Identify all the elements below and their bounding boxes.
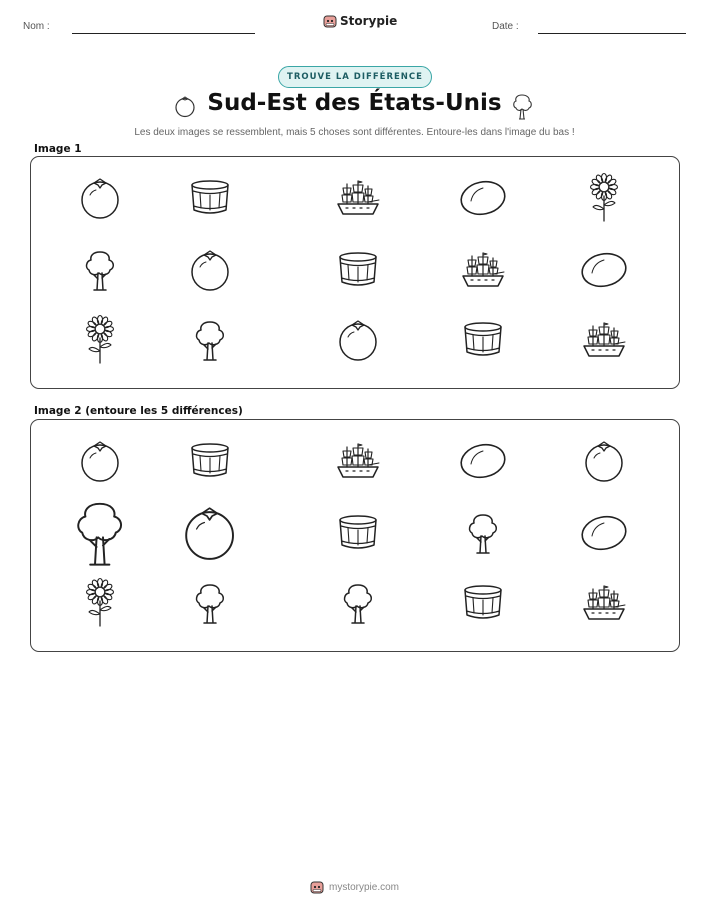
sunflower-icon[interactable] (61, 570, 139, 636)
storypie-mascot-icon (323, 14, 337, 28)
tree-icon (510, 92, 534, 124)
sunflower-icon (61, 307, 139, 373)
sunflower-icon (565, 165, 643, 231)
peanut-icon[interactable] (444, 428, 522, 494)
drum-icon[interactable] (171, 428, 249, 494)
brand-name: Storypie (340, 14, 398, 28)
orange-icon (319, 307, 397, 373)
storypie-mascot-icon (310, 880, 324, 894)
drum-icon[interactable] (319, 500, 397, 566)
ship-icon[interactable] (319, 428, 397, 494)
orange-icon[interactable] (61, 428, 139, 494)
tree-icon (61, 237, 139, 303)
tree-icon (171, 307, 249, 373)
orange-icon (171, 237, 249, 303)
footer-url[interactable]: mystorypie.com (328, 881, 399, 893)
image1-label: Image 1 (34, 143, 82, 155)
peanut-icon (565, 237, 643, 303)
instructions: Les deux images se ressemblent, mais 5 choses sont différentes. Entoure-les dans l'image du bas ! (134, 127, 575, 138)
date-line[interactable] (538, 33, 686, 34)
orange-large-icon[interactable] (171, 500, 249, 566)
drum-icon[interactable] (444, 570, 522, 636)
drum-icon (319, 237, 397, 303)
peanut-icon (444, 165, 522, 231)
ship-icon[interactable] (565, 570, 643, 636)
image2-panel[interactable] (30, 419, 680, 652)
date-label: Date : (492, 21, 519, 32)
ship-icon (444, 237, 522, 303)
tree-icon[interactable] (319, 570, 397, 636)
tree-large-icon[interactable] (61, 500, 139, 566)
ship-icon (565, 307, 643, 373)
orange-icon (61, 165, 139, 231)
drum-icon (171, 165, 249, 231)
drum-icon (444, 307, 522, 373)
ship-icon (319, 165, 397, 231)
activity-badge: TROUVE LA DIFFÉRENCE (278, 66, 432, 88)
peanut-icon[interactable] (565, 500, 643, 566)
orange-icon[interactable] (565, 428, 643, 494)
name-label: Nom : (23, 21, 50, 32)
image2-label: Image 2 (entoure les 5 différences) (34, 405, 243, 417)
footer (0, 880, 709, 894)
page-title: Sud-Est des États-Unis (207, 90, 502, 116)
name-line[interactable] (72, 33, 255, 34)
image1-panel (30, 156, 680, 389)
tree-icon[interactable] (444, 500, 522, 566)
brand-logo (323, 14, 397, 28)
tree-icon[interactable] (171, 570, 249, 636)
